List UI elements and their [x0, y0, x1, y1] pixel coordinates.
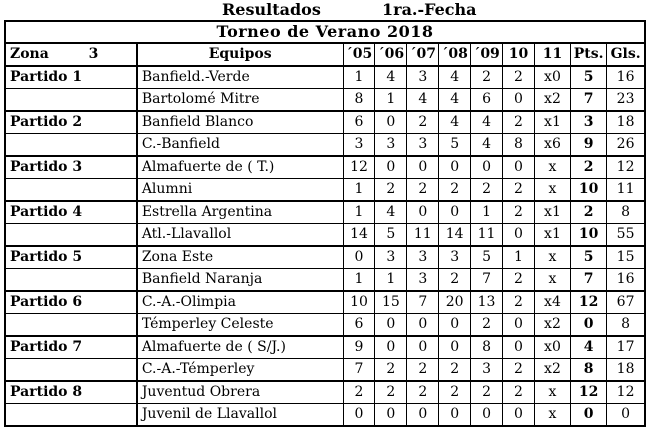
- title-resultados: Resultados: [222, 0, 321, 19]
- gls-header: Gls.: [607, 43, 645, 66]
- cell-gls: 67: [607, 291, 645, 314]
- partido-label: Partido 1: [5, 66, 137, 89]
- results-sheet: [4, 0, 646, 427]
- cell-gls: 18: [607, 359, 645, 382]
- cell-v11: x: [534, 381, 570, 404]
- cell-v05: 3: [343, 134, 375, 157]
- cell-v11: x2: [534, 89, 570, 112]
- cell-gls: 11: [607, 179, 645, 202]
- cell-v09: 0: [471, 404, 503, 427]
- partido-label-empty: [5, 224, 137, 247]
- cell-pts: 8: [571, 359, 607, 382]
- cell-v08: 2: [439, 381, 471, 404]
- cell-v09: 2: [471, 314, 503, 337]
- table-row: [5, 201, 645, 224]
- cell-v07: 4: [407, 89, 439, 112]
- cell-v07: 2: [407, 111, 439, 134]
- team-name: Estrella Argentina: [137, 201, 343, 224]
- cell-pts: 12: [571, 291, 607, 314]
- cell-v06: 2: [375, 179, 407, 202]
- partido-label-empty: [5, 269, 137, 292]
- cell-v06: 4: [375, 201, 407, 224]
- cell-v11: x0: [534, 336, 570, 359]
- cell-pts: 0: [571, 404, 607, 427]
- cell-gls: 26: [607, 134, 645, 157]
- cell-v10: 2: [503, 111, 535, 134]
- cell-v05: 0: [343, 246, 375, 269]
- cell-v10: 2: [503, 179, 535, 202]
- col-09-header: ´09: [471, 43, 503, 66]
- cell-v11: x2: [534, 359, 570, 382]
- cell-v06: 1: [375, 269, 407, 292]
- cell-v08: 0: [439, 201, 471, 224]
- cell-v06: 0: [375, 314, 407, 337]
- cell-v06: 0: [375, 156, 407, 179]
- cell-v06: 0: [375, 336, 407, 359]
- table-row: [5, 134, 645, 157]
- cell-v05: 6: [343, 111, 375, 134]
- zona-header: [5, 43, 137, 66]
- cell-v05: 14: [343, 224, 375, 247]
- cell-v05: 1: [343, 269, 375, 292]
- cell-v05: 2: [343, 381, 375, 404]
- cell-gls: 15: [607, 246, 645, 269]
- table-row: [5, 381, 645, 404]
- cell-v07: 11: [407, 224, 439, 247]
- cell-v10: 8: [503, 134, 535, 157]
- cell-gls: 55: [607, 224, 645, 247]
- cell-pts: 3: [571, 111, 607, 134]
- cell-gls: 18: [607, 111, 645, 134]
- cell-v11: x4: [534, 291, 570, 314]
- team-name: C.-A.-Témperley: [137, 359, 343, 382]
- cell-pts: 12: [571, 381, 607, 404]
- cell-v06: 1: [375, 89, 407, 112]
- cell-v11: x: [534, 269, 570, 292]
- cell-v05: 1: [343, 179, 375, 202]
- cell-v10: 2: [503, 201, 535, 224]
- partido-label-empty: [5, 179, 137, 202]
- cell-v08: 20: [439, 291, 471, 314]
- table-row: [5, 336, 645, 359]
- cell-v11: x1: [534, 224, 570, 247]
- cell-pts: 10: [571, 179, 607, 202]
- cell-v07: 0: [407, 314, 439, 337]
- team-name: Almafuerte de ( S/J.): [137, 336, 343, 359]
- cell-v09: 6: [471, 89, 503, 112]
- cell-pts: 2: [571, 201, 607, 224]
- team-name: Banfield Blanco: [137, 111, 343, 134]
- cell-v05: 0: [343, 404, 375, 427]
- cell-v10: 0: [503, 224, 535, 247]
- cell-v11: x: [534, 179, 570, 202]
- cell-v07: 0: [407, 201, 439, 224]
- cell-v08: 4: [439, 89, 471, 112]
- cell-v06: 3: [375, 246, 407, 269]
- partido-label-empty: [5, 404, 137, 427]
- cell-v10: 2: [503, 359, 535, 382]
- cell-v11: x6: [534, 134, 570, 157]
- table-row: [5, 89, 645, 112]
- team-name: Alumni: [137, 179, 343, 202]
- cell-v09: 4: [471, 111, 503, 134]
- cell-v09: 7: [471, 269, 503, 292]
- cell-pts: 10: [571, 224, 607, 247]
- team-name: Juventud Obrera: [137, 381, 343, 404]
- table-row: [5, 291, 645, 314]
- cell-v08: 2: [439, 179, 471, 202]
- cell-v05: 1: [343, 201, 375, 224]
- cell-v05: 8: [343, 89, 375, 112]
- partido-label: Partido 7: [5, 336, 137, 359]
- cell-v09: 2: [471, 381, 503, 404]
- cell-v11: x: [534, 404, 570, 427]
- tournament-title: Torneo de Verano 2018: [5, 21, 645, 43]
- cell-v07: 2: [407, 381, 439, 404]
- pts-header: Pts.: [571, 43, 607, 66]
- cell-gls: 16: [607, 66, 645, 89]
- cell-v08: 2: [439, 269, 471, 292]
- team-name: Zona Este: [137, 246, 343, 269]
- cell-v09: 2: [471, 66, 503, 89]
- cell-v09: 1: [471, 201, 503, 224]
- cell-gls: 0: [607, 404, 645, 427]
- table-row: [5, 224, 645, 247]
- team-name: Atl.-Llavallol: [137, 224, 343, 247]
- table-row: [5, 269, 645, 292]
- cell-pts: 4: [571, 336, 607, 359]
- cell-v10: 2: [503, 381, 535, 404]
- subtitle-row: [5, 21, 645, 43]
- title-row: [4, 0, 646, 20]
- cell-v06: 15: [375, 291, 407, 314]
- cell-v06: 2: [375, 381, 407, 404]
- cell-v08: 0: [439, 404, 471, 427]
- cell-v09: 4: [471, 134, 503, 157]
- partido-label-empty: [5, 314, 137, 337]
- table-row: [5, 111, 645, 134]
- cell-v06: 0: [375, 404, 407, 427]
- cell-pts: 0: [571, 314, 607, 337]
- cell-gls: 23: [607, 89, 645, 112]
- team-name: Almafuerte de ( T.): [137, 156, 343, 179]
- team-name: C.-Banfield: [137, 134, 343, 157]
- cell-v07: 2: [407, 179, 439, 202]
- partido-label-empty: [5, 134, 137, 157]
- cell-gls: 12: [607, 156, 645, 179]
- cell-pts: 9: [571, 134, 607, 157]
- col-07-header: ´07: [407, 43, 439, 66]
- partido-label: Partido 8: [5, 381, 137, 404]
- cell-v06: 2: [375, 359, 407, 382]
- cell-v08: 2: [439, 359, 471, 382]
- equipos-header: Equipos: [137, 43, 343, 66]
- cell-v05: 1: [343, 66, 375, 89]
- table-row: [5, 66, 645, 89]
- cell-v05: 12: [343, 156, 375, 179]
- cell-pts: 5: [571, 246, 607, 269]
- cell-v06: 5: [375, 224, 407, 247]
- cell-v08: 3: [439, 246, 471, 269]
- partido-label: Partido 2: [5, 111, 137, 134]
- cell-v08: 4: [439, 66, 471, 89]
- cell-v11: x: [534, 156, 570, 179]
- partido-label: Partido 6: [5, 291, 137, 314]
- cell-v07: 3: [407, 134, 439, 157]
- team-name: C.-A.-Olimpia: [137, 291, 343, 314]
- cell-gls: 16: [607, 269, 645, 292]
- cell-v08: 4: [439, 111, 471, 134]
- cell-pts: 5: [571, 66, 607, 89]
- cell-v09: 13: [471, 291, 503, 314]
- cell-v07: 0: [407, 156, 439, 179]
- title-fecha: 1ra.-Fecha: [382, 0, 477, 19]
- cell-pts: 7: [571, 269, 607, 292]
- partido-label: Partido 5: [5, 246, 137, 269]
- team-name: Banfield Naranja: [137, 269, 343, 292]
- cell-v09: 5: [471, 246, 503, 269]
- col-10-header: 10: [503, 43, 535, 66]
- team-name: Témperley Celeste: [137, 314, 343, 337]
- cell-v10: 0: [503, 89, 535, 112]
- cell-v09: 3: [471, 359, 503, 382]
- cell-gls: 17: [607, 336, 645, 359]
- cell-pts: 7: [571, 89, 607, 112]
- cell-v06: 3: [375, 134, 407, 157]
- partido-label: Partido 3: [5, 156, 137, 179]
- cell-v08: 0: [439, 156, 471, 179]
- partido-label-empty: [5, 359, 137, 382]
- cell-pts: 2: [571, 156, 607, 179]
- results-table: [4, 20, 646, 427]
- table-row: [5, 314, 645, 337]
- cell-v05: 6: [343, 314, 375, 337]
- cell-v10: 2: [503, 66, 535, 89]
- cell-v10: 0: [503, 404, 535, 427]
- cell-v10: 2: [503, 269, 535, 292]
- team-name: Banfield.-Verde: [137, 66, 343, 89]
- cell-gls: 12: [607, 381, 645, 404]
- cell-v05: 9: [343, 336, 375, 359]
- cell-v09: 0: [471, 156, 503, 179]
- cell-v11: x: [534, 246, 570, 269]
- table-row: [5, 404, 645, 427]
- team-name: Bartolomé Mitre: [137, 89, 343, 112]
- cell-v07: 3: [407, 269, 439, 292]
- table-row: [5, 359, 645, 382]
- cell-v07: 3: [407, 66, 439, 89]
- cell-v07: 0: [407, 336, 439, 359]
- cell-v09: 11: [471, 224, 503, 247]
- cell-v07: 0: [407, 404, 439, 427]
- cell-v08: 14: [439, 224, 471, 247]
- cell-v11: x1: [534, 111, 570, 134]
- cell-v07: 3: [407, 246, 439, 269]
- cell-v10: 2: [503, 291, 535, 314]
- col-08-header: ´08: [439, 43, 471, 66]
- team-name: Juvenil de Llavallol: [137, 404, 343, 427]
- cell-v05: 7: [343, 359, 375, 382]
- cell-v05: 10: [343, 291, 375, 314]
- col-06-header: ´06: [375, 43, 407, 66]
- cell-gls: 8: [607, 201, 645, 224]
- table-row: [5, 179, 645, 202]
- table-row: [5, 246, 645, 269]
- partido-label-empty: [5, 89, 137, 112]
- cell-gls: 8: [607, 314, 645, 337]
- cell-v11: x0: [534, 66, 570, 89]
- partido-label: Partido 4: [5, 201, 137, 224]
- cell-v06: 4: [375, 66, 407, 89]
- cell-v11: x2: [534, 314, 570, 337]
- cell-v08: 0: [439, 336, 471, 359]
- cell-v09: 8: [471, 336, 503, 359]
- col-05-header: ´05: [343, 43, 375, 66]
- cell-v06: 0: [375, 111, 407, 134]
- cell-v07: 7: [407, 291, 439, 314]
- col-11-header: 11: [534, 43, 570, 66]
- cell-v10: 0: [503, 336, 535, 359]
- cell-v08: 5: [439, 134, 471, 157]
- table-row: [5, 156, 645, 179]
- cell-v11: x1: [534, 201, 570, 224]
- cell-v07: 2: [407, 359, 439, 382]
- cell-v09: 2: [471, 179, 503, 202]
- cell-v10: 0: [503, 314, 535, 337]
- zona-label: Zona: [10, 46, 49, 62]
- zona-number: 3: [88, 46, 99, 62]
- cell-v08: 0: [439, 314, 471, 337]
- cell-v10: 1: [503, 246, 535, 269]
- column-header-row: [5, 43, 645, 66]
- cell-v10: 0: [503, 156, 535, 179]
